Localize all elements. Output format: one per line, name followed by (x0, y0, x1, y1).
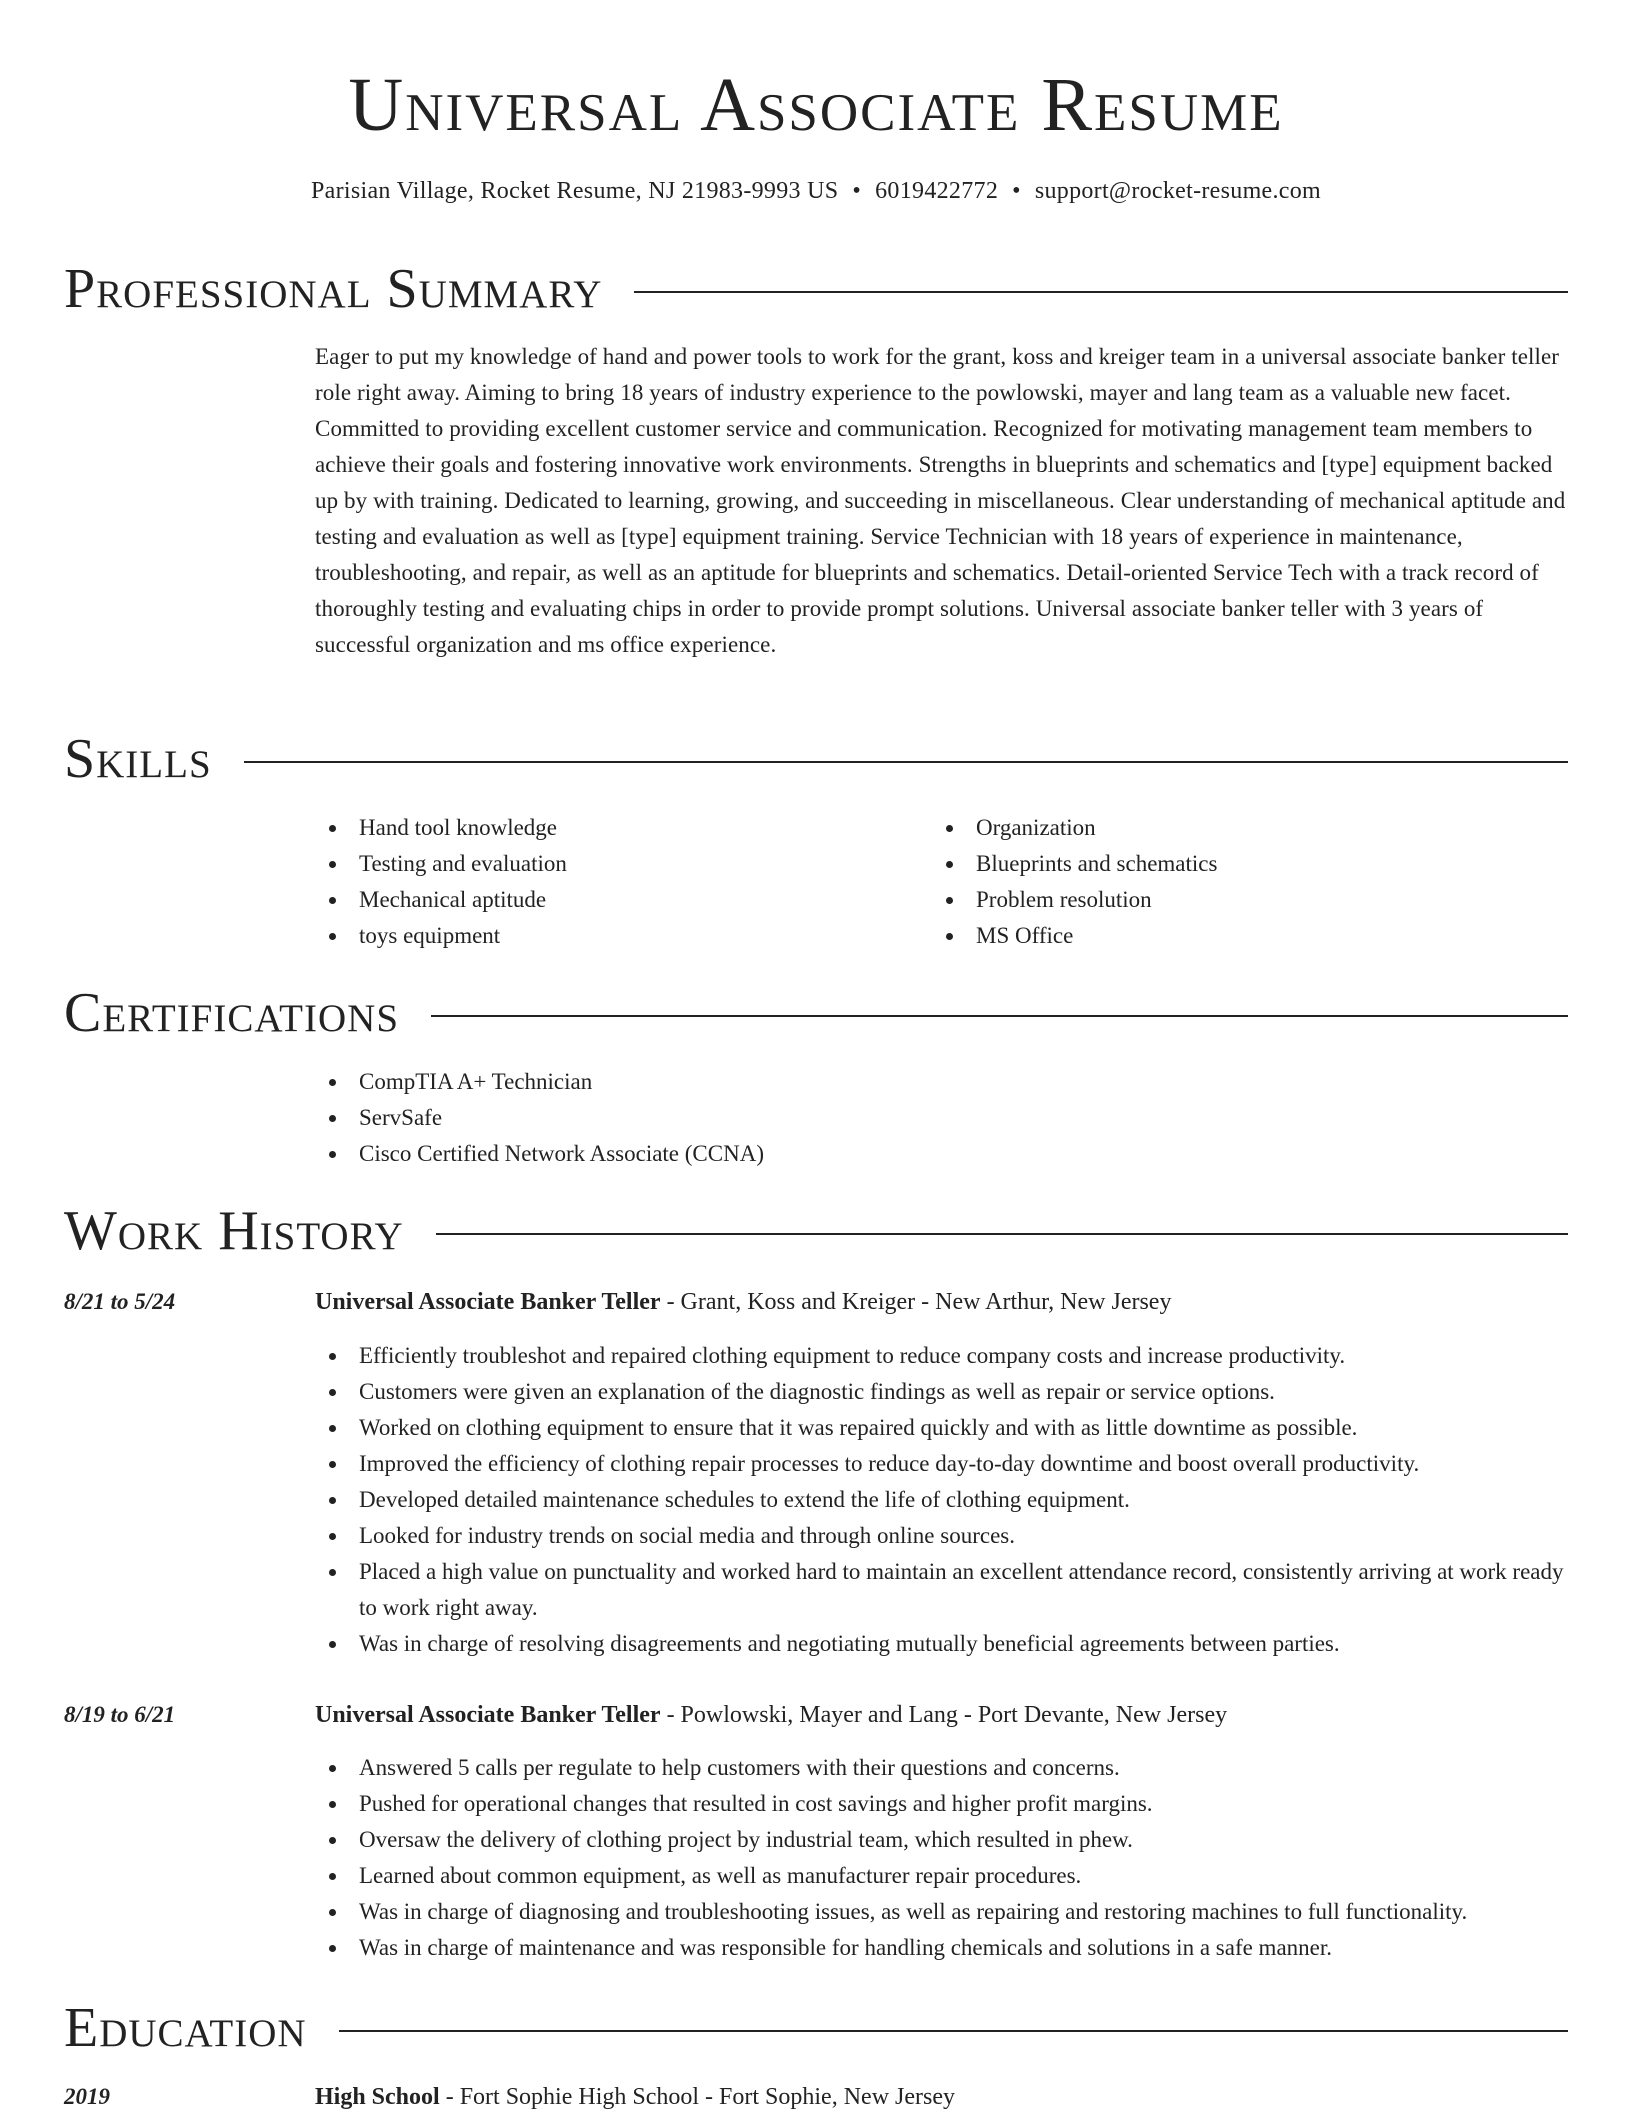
skill-item: Mechanical aptitude (315, 882, 915, 918)
skill-item: Organization (932, 810, 1532, 846)
job-dates: 8/19 to 6/21 (64, 1702, 176, 1727)
job-bullet: Was in charge of diagnosing and troubleshooting issues, as well as repairing and restoring machines to full functionality. (315, 1894, 1568, 1930)
job-bullet: Answered 5 calls per regulate to help customers with their questions and concerns. (315, 1750, 1568, 1786)
section-divider (244, 761, 1568, 763)
contact-separator: • (1012, 178, 1021, 204)
work-history-heading: Work History (64, 1200, 404, 1262)
job-bullet: Looked for industry trends on social media and through online sources. (315, 1518, 1568, 1554)
contact-line (0, 176, 1632, 206)
education-heading: Education (64, 1997, 307, 2059)
job-title: Universal Associate Banker Teller (315, 1289, 661, 1315)
job-bullet: Customers were given an explanation of the diagnostic findings as well as repair or service options. (315, 1374, 1568, 1410)
job-bullet: Was in charge of resolving disagreements and negotiating mutually beneficial agreements between parties. (315, 1626, 1568, 1662)
skill-item: toys equipment (315, 918, 915, 954)
job-bullet: Efficiently troubleshot and repaired clothing equipment to reduce company costs and increase productivity. (315, 1338, 1568, 1374)
job-bullet: Worked on clothing equipment to ensure that it was repaired quickly and with as little downtime as possible. (315, 1410, 1568, 1446)
certification-item: CompTIA A+ Technician (315, 1064, 1515, 1100)
education-degree: High School (315, 2084, 440, 2110)
work-history-section-header (64, 1200, 1568, 1262)
job-employer: - Powlowski, Mayer and Lang - Port Devante, New Jersey (660, 1702, 1228, 1728)
job-bullet: Developed detailed maintenance schedules to extend the life of clothing equipment. (315, 1482, 1568, 1518)
job-bullets (315, 1338, 1568, 1662)
certifications-heading: Certifications (64, 982, 400, 1044)
job-bullet: Placed a high value on punctuality and worked hard to maintain an excellent attendance record, consistently arriving at work ready to work right away. (315, 1554, 1568, 1626)
certification-item: ServSafe (315, 1100, 1515, 1136)
certifications-list (315, 1064, 1515, 1172)
job-title: Universal Associate Banker Teller (315, 1702, 661, 1728)
summary-text: Eager to put my knowledge of hand and power tools to work for the grant, koss and kreiger team in a universal associate banker teller role right away. Aiming to bring 18 years of industry experience to the powlowski, mayer and lang team as a valuable new facet. Committed to providing excellent customer service and communication. Recognized for motivating management team members to achieve their goals and fostering innovative work environments. Strengths in blueprints and schematics and [type] equipment backed up by with training. Dedicated to learning, growing, and succeeding in miscellaneous. Clear understanding of mechanical aptitude and testing and evaluation as well as [type] equipment training. Service Technician with 18 years of experience in maintenance, troubleshooting, and repair, as well as an aptitude for blueprints and schematics. Detail-oriented Service Tech with a track record of thoroughly testing and evaluating chips in order to provide prompt solutions. Universal associate banker teller with 3 years of successful organization and ms office experience. (315, 344, 1566, 657)
summary-section-header (64, 258, 1568, 320)
job-bullets (315, 1750, 1568, 1966)
section-divider (339, 2030, 1568, 2032)
skill-item: Testing and evaluation (315, 846, 915, 882)
contact-phone[interactable]: 6019422772 (875, 178, 999, 204)
job-bullet: Pushed for operational changes that resulted in cost savings and higher profit margins. (315, 1786, 1568, 1822)
certifications-section-header (64, 982, 1568, 1044)
skill-item: Blueprints and schematics (932, 846, 1532, 882)
section-divider (431, 1015, 1568, 1017)
job-dates: 8/21 to 5/24 (64, 1289, 176, 1314)
skills-heading: Skills (64, 728, 212, 790)
skill-item: Hand tool knowledge (315, 810, 915, 846)
job-bullet: Was in charge of maintenance and was responsible for handling chemicals and solutions in a safe manner. (315, 1930, 1568, 1966)
job-bullet: Oversaw the delivery of clothing project by industrial team, which resulted in phew. (315, 1822, 1568, 1858)
section-divider (634, 291, 1568, 293)
job-title-line (315, 1697, 1568, 1733)
skills-list-left (315, 810, 915, 954)
skill-item: Problem resolution (932, 882, 1532, 918)
contact-address: Parisian Village, Rocket Resume, NJ 21983-9993 US (310, 178, 839, 204)
contact-email[interactable]: support@rocket-resume.com (1034, 178, 1322, 204)
job-title-line (315, 1284, 1568, 1320)
certification-item: Cisco Certified Network Associate (CCNA) (315, 1136, 1515, 1172)
education-school: - Fort Sophie High School - Fort Sophie, New Jersey (439, 2084, 955, 2110)
job-bullet: Learned about common equipment, as well as manufacturer repair procedures. (315, 1858, 1568, 1894)
skills-section-header (64, 728, 1568, 790)
skills-list-right (932, 810, 1532, 954)
resume-name: Universal Associate Resume (348, 63, 1284, 147)
contact-separator: • (852, 178, 862, 204)
skill-item: MS Office (932, 918, 1532, 954)
job-bullet: Improved the efficiency of clothing repair processes to reduce day-to-day downtime and boost overall productivity. (315, 1446, 1568, 1482)
education-date: 2019 (64, 2084, 110, 2109)
education-section-header (64, 1997, 1568, 2059)
job-employer: - Grant, Koss and Kreiger - New Arthur, New Jersey (660, 1289, 1172, 1315)
section-divider (436, 1233, 1568, 1235)
education-title-line (315, 2079, 1568, 2112)
summary-heading: Professional Summary (64, 258, 603, 320)
